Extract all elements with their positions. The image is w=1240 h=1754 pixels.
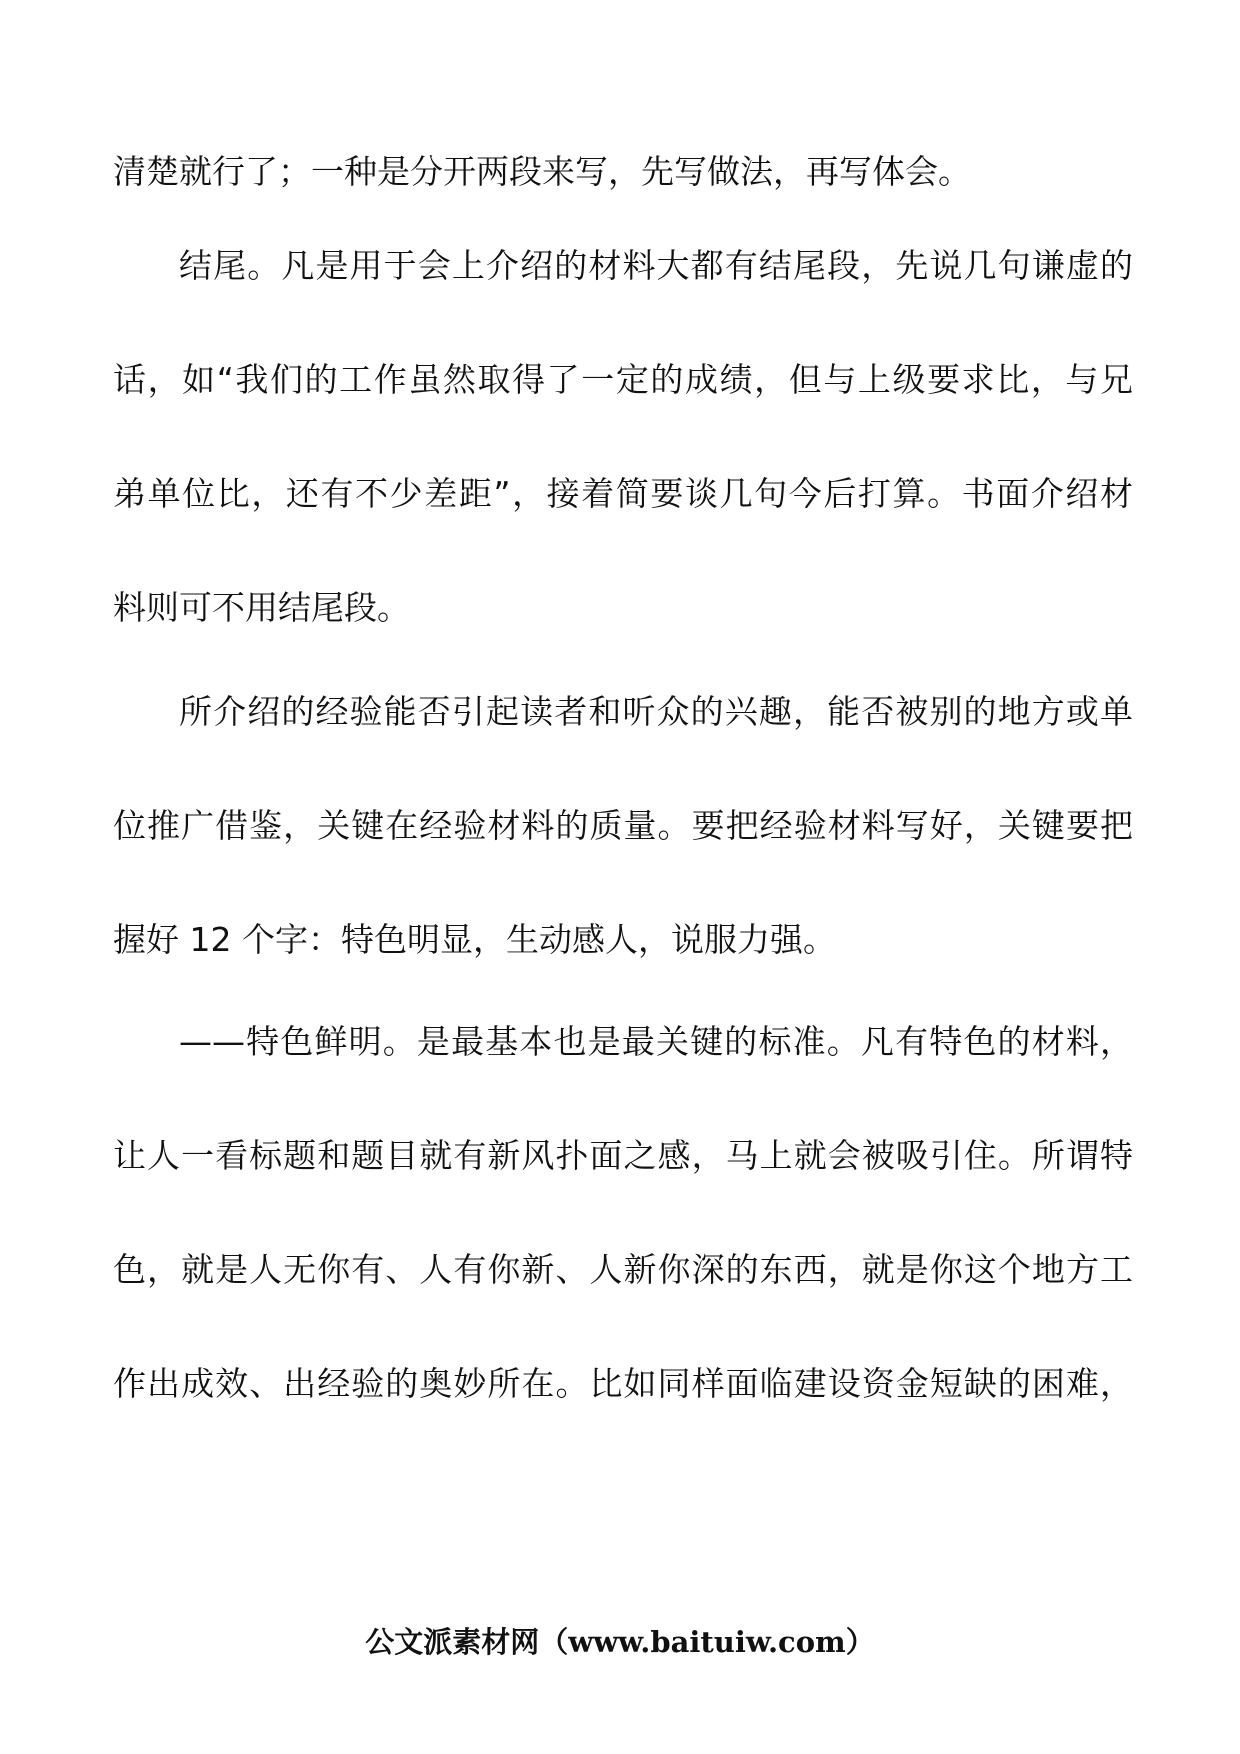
paragraph-line-3: 话，如“我们的工作虽然取得了一定的成绩，但与上级要求比，与兄	[113, 360, 1133, 399]
footer-watermark: 公文派素材网（www.baituiw.com）	[365, 1625, 875, 1659]
paragraph-line-8: 握好 12 个字：特色明显，生动感人，说服力强。	[113, 920, 836, 959]
paragraph-line-9: ——特色鲜明。是最基本也是最关键的标准。凡有特色的材料，	[179, 1022, 1133, 1061]
paragraph-line-11: 色，就是人无你有、人有你新、人新你深的东西，就是你这个地方工	[113, 1250, 1133, 1289]
paragraph-line-1: 清楚就行了；一种是分开两段来写，先写做法，再写体会。	[113, 152, 971, 191]
paragraph-line-7: 位推广借鉴，关键在经验材料的质量。要把经验材料写好，关键要把	[113, 806, 1133, 845]
paragraph-line-12: 作出成效、出经验的奥妙所在。比如同样面临建设资金短缺的困难，	[113, 1364, 1133, 1403]
paragraph-line-2: 结尾。凡是用于会上介绍的材料大都有结尾段，先说几句谦虚的	[179, 246, 1133, 285]
paragraph-line-6: 所介绍的经验能否引起读者和听众的兴趣，能否被别的地方或单	[179, 692, 1133, 731]
paragraph-line-5: 料则可不用结尾段。	[113, 588, 410, 627]
paragraph-line-10: 让人一看标题和题目就有新风扑面之感，马上就会被吸引住。所谓特	[113, 1136, 1133, 1175]
paragraph-line-4: 弟单位比，还有不少差距”，接着简要谈几句今后打算。书面介绍材	[113, 474, 1133, 513]
